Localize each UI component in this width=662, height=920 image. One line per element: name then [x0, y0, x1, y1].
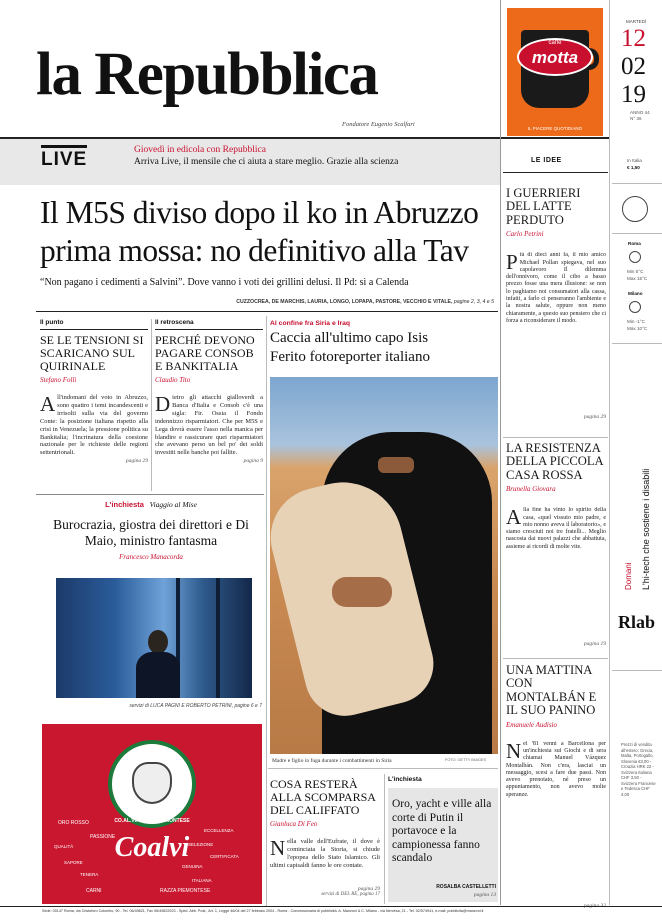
photo-kicker: Al confine fra Siria e Iraq	[270, 320, 351, 327]
weather-city-2: Milano	[628, 291, 643, 296]
motta-brand: motta	[531, 48, 579, 67]
anno: ANNO 44	[630, 110, 650, 115]
sidebar-title: I GUERRIERI DEL LATTE PERDUTO	[506, 186, 581, 227]
woman-face	[378, 457, 414, 473]
main-subhead: “Non pagano i cedimenti a Salvini”. Dove vanno i voti dei grillini delusi. Il Pd: sì a Calenda	[40, 277, 409, 288]
drop-cap: A	[40, 394, 56, 416]
seal-text: CO.AL.VI. RAZZA PIEMONTESE	[114, 818, 190, 824]
footer-ticker: Sede: 00147 Roma, via Cristoforo Colombo, 90 - Tel. 06/49821, Fax 06/49822923 - Sped. Abb. Post., Art. 1, Legge 46/04 del 27 febbraio 2004 - Roma - Concessionaria di pubblicità: A. Manzoni & C. Milano - via Nervesa, 21 - Tel. 02/574941, e-mail: pubblicita@manzoni.it	[42, 909, 484, 913]
main-headline-1[interactable]: Il M5S diviso dopo il ko in Abruzzo	[40, 195, 479, 230]
coalvi-brand: Coalvi	[114, 832, 190, 863]
drop-cap: P	[506, 252, 518, 275]
photo-title-1[interactable]: Caccia all'ultimo capo Isis	[270, 330, 429, 346]
ad-word: PASSIONE	[90, 834, 116, 840]
ad-word: ITALIANA	[192, 878, 212, 883]
person-head	[148, 630, 168, 654]
photo-mother-child[interactable]	[270, 377, 498, 754]
sidebar-author: Carlo Petrini	[506, 230, 544, 239]
califfato-author: Gianluca Di Feo	[270, 820, 318, 828]
masthead-logo[interactable]: la Repubblica	[36, 41, 378, 108]
sidebar-text: Nel '81 venni a Barcellona per un'inchiesta sui Giochi e di sera chiamai Manuel Vázquez Montalbán. Non c'era, lasciai un messaggio, scesi a fare due passi. Non avevo prenotato, né preso un appuntamento, non avevo molte speranze.	[506, 740, 606, 798]
date-day: 12	[621, 25, 646, 52]
founder-line: Fondatore Eugenio Scalfari	[342, 121, 415, 128]
ad-word: SAPORE	[64, 860, 83, 865]
kicker: L'inchiesta	[388, 776, 422, 783]
column-page[interactable]: pagina 29	[125, 458, 148, 464]
column-title: PERCHÉ DEVONO PAGARE CONSOB E BANKITALIA	[155, 333, 255, 373]
kicker: Il retroscena	[155, 319, 194, 326]
sun-icon	[629, 301, 641, 313]
weekday: MARTEDÌ	[626, 19, 647, 24]
drop-cap: N	[506, 740, 522, 763]
live-line1: Giovedì in edicola con Repubblica	[134, 145, 266, 155]
ad-word: SELEZIONE	[188, 842, 214, 847]
califfato[interactable]	[270, 778, 380, 897]
price: € 1,50	[627, 165, 640, 170]
column-retroscena[interactable]	[155, 319, 263, 464]
weather-max-2: Max 10°C	[627, 326, 648, 331]
ad-word: ORO ROSSO	[58, 820, 89, 826]
cow-icon	[132, 762, 172, 804]
inchiesta[interactable]	[40, 500, 262, 561]
rlab-text: L'hi-tech che sostiene i disabili	[641, 468, 651, 590]
sidebar-label: LE IDEE	[531, 157, 562, 164]
person-body	[136, 652, 180, 698]
califfato-credits: servizi di DEL RE, pagina 17	[321, 892, 380, 897]
califfato-text: Nella valle dell'Eufrate, il dove è cominciata la Storia, si chiude l'epopea dello Stato Islamico. Gli ultimi capisaldi fanno le ore contate.	[270, 838, 380, 869]
drop-cap: A	[506, 507, 522, 530]
inchiesta-author: Francesco Manacorda	[119, 553, 183, 561]
sidebar-title: UNA MATTINA CON MONTALBÁN E IL SUO PANINO	[506, 663, 597, 718]
kicker: Il punto	[40, 319, 64, 326]
rlab-sub: Domani	[624, 562, 633, 590]
date-year: 19	[621, 81, 646, 108]
weather-min-2: Min -1°C	[627, 319, 645, 324]
price-label: In Italia	[627, 158, 642, 163]
ad-motta[interactable]	[507, 8, 603, 136]
sun-icon	[629, 251, 641, 263]
ad-word: QUALITÀ	[54, 844, 74, 849]
sidebar-text: Alla fine ha vinto lo spirito della casa, «quel vissuto mio padre, e mio nonno aveva il laboratorio», e siamo cresciuti noi tre fratelli... Meglio nascosta dai nuovi palazzi che abbattuta, assieme ai ricordi di molte vite.	[506, 507, 606, 550]
sidebar-item[interactable]	[506, 442, 606, 647]
sidebar-page[interactable]: pagina 29	[583, 414, 606, 421]
sidebar-author: Brunella Giovara	[506, 485, 556, 494]
inchiesta-title: Burocrazia, giostra dei direttori e Di Maio, ministro fantasma	[53, 517, 249, 548]
oro-page[interactable]: pagina 13	[473, 892, 496, 898]
sidebar-title: LA RESISTENZA DELLA PICCOLA CASA ROSSA	[506, 441, 603, 482]
oro-box[interactable]	[388, 776, 498, 904]
sidebar-text: Più di dieci anni fa, il mio amico Michael Pollan spiegava, nel suo capolavoro Il dilemma dell'onnivoro, come il cibo a basso prezzo fosse una mera illusione: se non lo paghiamo noi consumatori alla cassa, infatti, a farlo ci penseranno l'ambiente e la nostra salute, oppure non meno chiaramente, a questo suo pensiero che ci forza a riconsiderare il modo.	[506, 252, 606, 324]
photo-di-maio[interactable]	[56, 578, 252, 698]
photo-credit: FOTO: GETTY IMAGES	[445, 758, 486, 762]
column-author: Claudio Tito	[155, 376, 191, 384]
ad-word: GENUINA	[182, 864, 203, 869]
photo-caption: Madre e figlio in fuga durante i combattimenti in Siria	[272, 758, 392, 764]
date-month: 02	[621, 53, 646, 80]
ad-word: ECCELLENZA	[204, 828, 234, 833]
main-headline-2[interactable]: prima mossa: no definitivo alla Tav	[40, 233, 469, 268]
sidebar-item[interactable]	[506, 664, 606, 909]
live-logo[interactable]: LIVE	[41, 145, 87, 171]
live-line2: Arriva Live, il mensile che ci aiuta a stare meglio. Grazie alla scienza	[134, 157, 399, 167]
sidebar-misc: Prezzi di vendita all'estero: Grecia, Malta, Portogallo, Slovenia €3,00 - Croazia HRK 22 - Svizzera Italiana CHF 3,50 - Svizzera Francese e Tedesca CHF 4,00	[621, 742, 656, 797]
ad-word: TENERA	[80, 872, 99, 877]
oro-title: Oro, yacht e ville alla corte di Putin il portavoce e la campionessa fanno scandalo	[392, 798, 492, 864]
rlab-logo: Rlab	[618, 612, 656, 632]
column-author: Stefano Folli	[40, 376, 77, 384]
photo-title-2[interactable]: Ferito fotoreporter italiano	[270, 349, 430, 365]
rlab-promo[interactable]	[612, 350, 662, 660]
weather-city-1: Roma	[628, 241, 641, 246]
drop-cap: D	[155, 394, 171, 416]
ad-coalvi[interactable]	[42, 724, 262, 904]
califfato-page[interactable]: pagina 29	[357, 886, 380, 892]
column-text: Dietro gli attacchi gialloverdi a Banca d'Italia e Consob c'è una sigla: Fir. Ossia il Fondo indennizzo risparmiatori. Che per M5S e Lega dovrà essere l'asso nella manica per blandire e rassicurare quei risparmiatori che avevano perso un bel po' dei soldi investiti nelle banche poi fallite.	[155, 394, 263, 457]
hands	[332, 577, 392, 607]
inchiesta-credits: servizi di LUCA PAGNI E ROBERTO PETRINI, pagine 6 e 7	[129, 703, 262, 709]
sidebar-page[interactable]: pagina 19	[583, 641, 606, 648]
motta-tagline: IL PIACERE QUOTIDIANO	[527, 126, 583, 131]
drop-cap: N	[270, 838, 286, 860]
ad-word: CARNI	[86, 888, 102, 894]
weather-max-1: Max 15°C	[627, 276, 648, 281]
sidebar-author: Emanuele Audisio	[506, 720, 558, 729]
column-punto[interactable]	[40, 319, 148, 464]
column-page[interactable]: pagina 9	[243, 458, 263, 464]
main-credits: CUZZOCREA, DE MARCHIS, LAURIA, LONGO, LOPAPA, PASTORE, VECCHIO E VITALE, pagine 2, 3, 4 e 5	[236, 299, 494, 305]
sidebar-item[interactable]	[506, 187, 606, 420]
califfato-title: COSA RESTERÀ ALLA SCOMPARSA DEL CALIFFATO	[270, 777, 376, 817]
ad-word: RAZZA PIEMONTESE	[160, 888, 211, 894]
motta-sub: caffè	[548, 40, 562, 46]
oro-author: ROSALBA CASTELLETTI	[436, 884, 496, 890]
accessibility-icon	[622, 196, 648, 222]
column-text: All'indomani del voto in Abruzzo, sono quattro i temi incandescenti e irrisolti sulla via del governo Conte: la posizione italiana rispetto alla crisi in Venezuela; la pressione politica su Bankitalia; l'incrinatura della coesione nazionale per le richieste delle regioni settentrionali.	[40, 394, 148, 457]
ad-word: CERTIFICATA	[210, 854, 239, 859]
kicker: L'inchiesta	[105, 500, 144, 509]
numero: N° 36	[630, 116, 642, 121]
column-title: SE LE TENSIONI SI SCARICANO SUL QUIRINALE	[40, 333, 144, 373]
weather-min-1: Min 5°C	[627, 269, 644, 274]
kicker-2: Viaggio al Mise	[149, 500, 197, 509]
window-frame	[216, 578, 220, 698]
